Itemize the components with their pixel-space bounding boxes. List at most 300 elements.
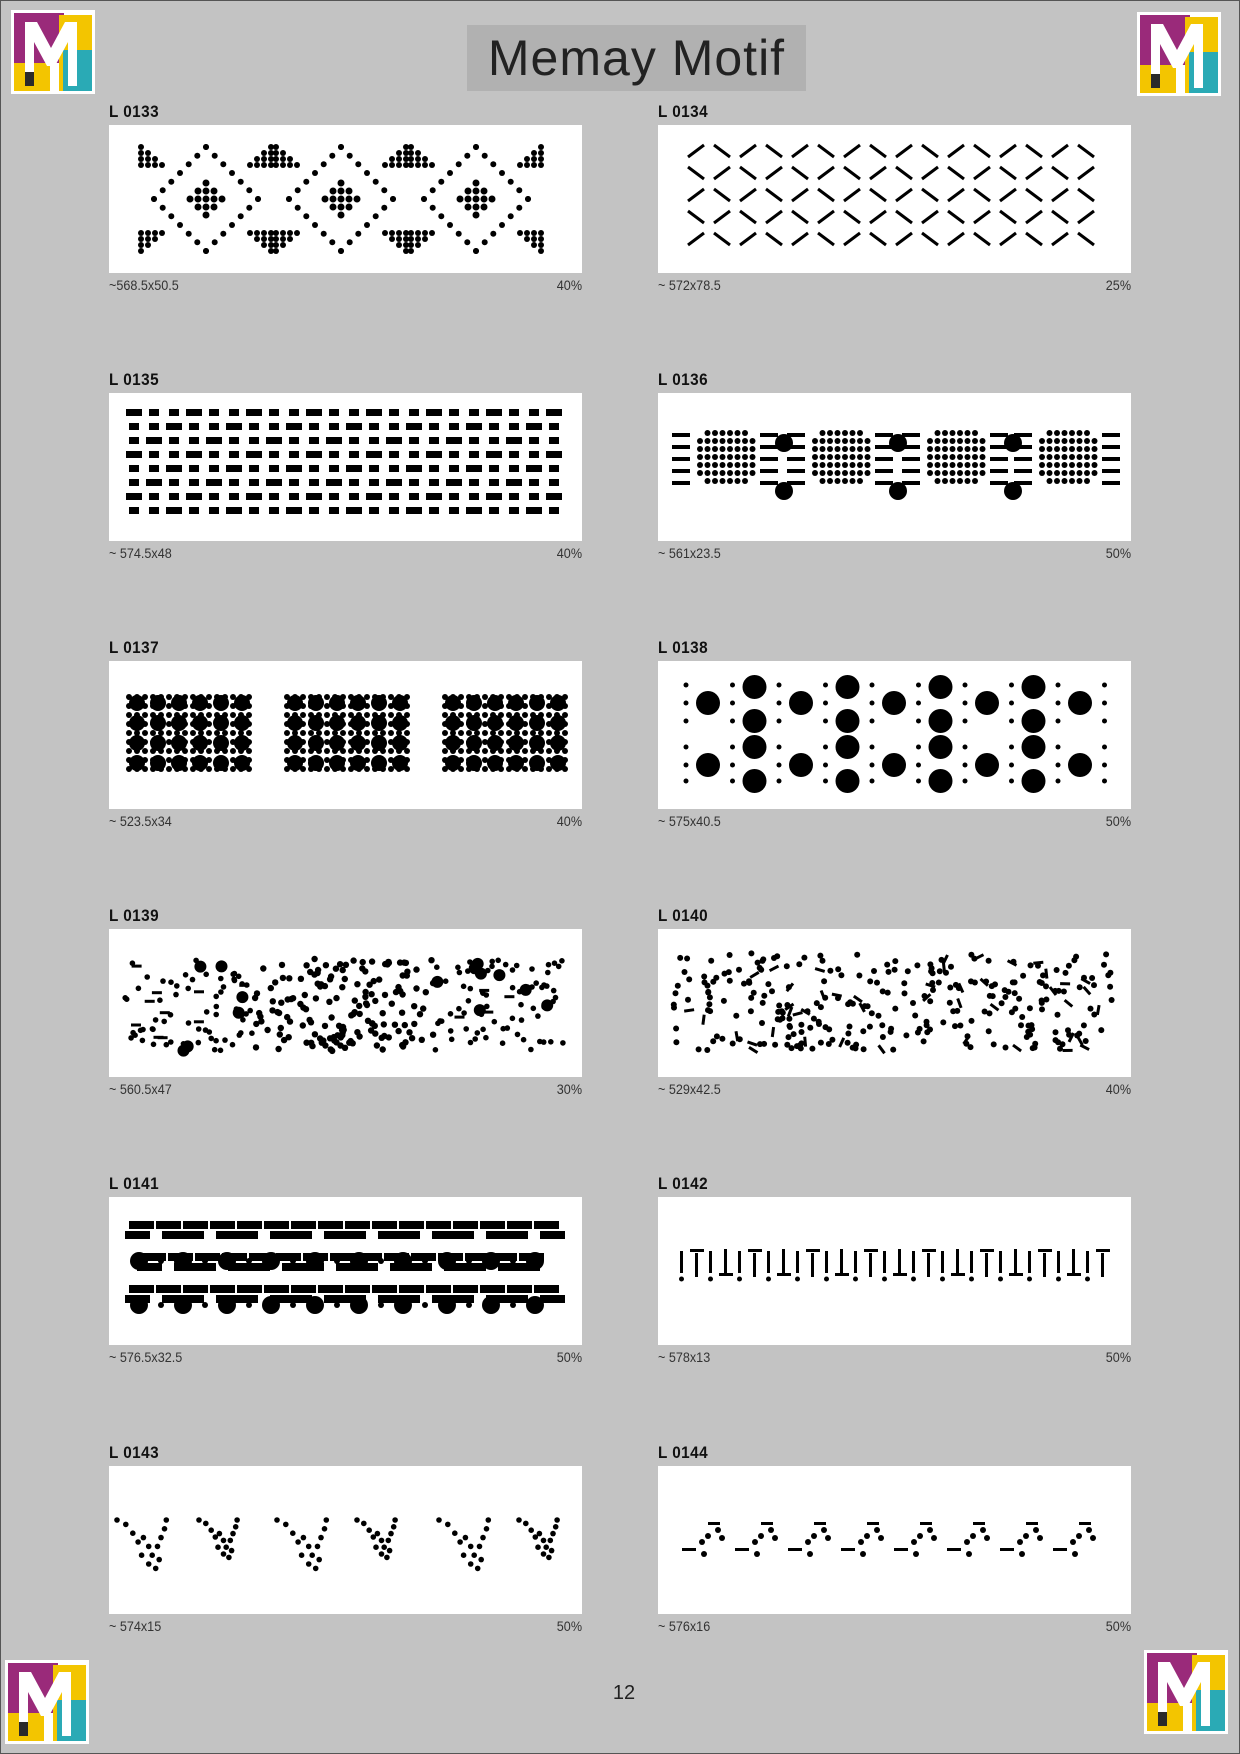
pattern-dot bbox=[957, 1023, 963, 1029]
pattern-dot bbox=[442, 712, 448, 718]
pattern-dot bbox=[1009, 701, 1014, 706]
pattern-dash bbox=[226, 465, 242, 472]
pattern-dot bbox=[153, 1566, 159, 1572]
pattern-dash bbox=[146, 479, 162, 486]
pattern-dot bbox=[277, 1031, 283, 1037]
pattern-dot bbox=[980, 446, 986, 452]
pattern-dot bbox=[975, 691, 999, 715]
pattern-dot bbox=[240, 1017, 246, 1023]
pattern-dot bbox=[699, 1539, 705, 1545]
pattern-dot bbox=[914, 962, 920, 968]
pattern-dot bbox=[1037, 1535, 1043, 1541]
pattern-dot bbox=[340, 730, 346, 736]
pattern-dash bbox=[489, 465, 499, 472]
pattern-dot bbox=[942, 438, 948, 444]
pattern-dash bbox=[194, 1020, 204, 1023]
pattern-dot bbox=[980, 1527, 986, 1533]
pattern-stroke bbox=[844, 211, 860, 223]
pattern-dot bbox=[150, 730, 156, 736]
pattern-dot bbox=[1027, 1277, 1032, 1282]
pattern-dot bbox=[816, 1021, 822, 1027]
pattern-dot bbox=[710, 1038, 716, 1044]
pattern-dot bbox=[229, 1548, 235, 1554]
pattern-dot bbox=[422, 1302, 428, 1308]
pattern-dash bbox=[169, 451, 179, 458]
pattern-dot bbox=[526, 1296, 544, 1314]
pattern-dot bbox=[1068, 691, 1092, 715]
pattern-dot bbox=[381, 1021, 387, 1027]
pattern-dot bbox=[712, 438, 718, 444]
pattern-dash bbox=[546, 409, 562, 416]
pattern-dot bbox=[705, 1533, 711, 1539]
pattern-dot bbox=[436, 1517, 442, 1523]
pattern-dot bbox=[478, 1557, 484, 1563]
pattern-dot bbox=[538, 156, 544, 162]
pattern-dot bbox=[820, 462, 826, 468]
pattern-dash bbox=[748, 1249, 762, 1252]
pattern-dot bbox=[1105, 972, 1111, 978]
pattern-dot bbox=[375, 1531, 381, 1537]
pattern-dot bbox=[1056, 1277, 1061, 1282]
pattern-dash bbox=[672, 445, 690, 449]
pattern-dot bbox=[942, 446, 948, 452]
pattern-dot bbox=[835, 478, 841, 484]
pattern-stroke bbox=[818, 233, 834, 245]
pattern-dot bbox=[1083, 1038, 1089, 1044]
pattern-dot bbox=[132, 1032, 138, 1038]
pattern-dot bbox=[499, 222, 505, 228]
pattern-dot bbox=[364, 748, 370, 754]
pattern-dash bbox=[429, 423, 439, 430]
pattern-dot bbox=[1056, 701, 1061, 706]
pattern-dot bbox=[1089, 975, 1095, 981]
pattern-dot bbox=[548, 1039, 554, 1045]
pattern-dot bbox=[1065, 1027, 1071, 1033]
motif-pattern-panel bbox=[658, 1197, 1131, 1345]
pattern-dot bbox=[280, 230, 286, 236]
motif-pattern-panel bbox=[109, 929, 582, 1077]
pattern-dot bbox=[415, 150, 421, 156]
pattern-dot bbox=[704, 1047, 710, 1053]
pattern-dash bbox=[1057, 1251, 1060, 1273]
pattern-dash bbox=[145, 1000, 155, 1003]
pattern-dot bbox=[430, 187, 436, 193]
pattern-dot bbox=[880, 1034, 886, 1040]
pattern-dot bbox=[273, 230, 279, 236]
pattern-dot bbox=[238, 179, 244, 185]
page-number: 12 bbox=[612, 1682, 636, 1704]
pattern-dot bbox=[261, 230, 267, 236]
pattern-dot bbox=[546, 730, 552, 736]
pattern-dot bbox=[522, 748, 528, 754]
pattern-dash bbox=[229, 409, 239, 416]
pattern-dot bbox=[889, 482, 907, 500]
pattern-dash bbox=[509, 409, 519, 416]
pattern-dash bbox=[166, 465, 182, 472]
pattern-dot bbox=[228, 1538, 234, 1544]
pattern-dot bbox=[392, 715, 408, 731]
pattern-dot bbox=[378, 1302, 384, 1308]
pattern-dot bbox=[712, 462, 718, 468]
pattern-dot bbox=[458, 748, 464, 754]
pattern-dot bbox=[774, 953, 780, 959]
pattern-dot bbox=[229, 222, 235, 228]
pattern-dot bbox=[308, 695, 324, 711]
pattern-stroke bbox=[1026, 233, 1042, 245]
pattern-dot bbox=[1009, 779, 1014, 784]
pattern-dot bbox=[392, 1517, 398, 1523]
pattern-dash bbox=[129, 507, 139, 514]
pattern-dot bbox=[261, 150, 267, 156]
pattern-dash bbox=[269, 493, 279, 500]
pattern-dot bbox=[153, 1017, 159, 1023]
pattern-dot bbox=[465, 204, 472, 211]
pattern-stroke bbox=[974, 233, 990, 245]
pattern-dot bbox=[1056, 779, 1061, 784]
pattern-dash bbox=[1009, 1273, 1023, 1276]
pattern-dot bbox=[126, 712, 132, 718]
pattern-dot bbox=[404, 972, 410, 978]
pattern-dot bbox=[461, 984, 467, 990]
pattern-dot bbox=[168, 979, 174, 985]
pattern-dot bbox=[295, 1539, 301, 1545]
pattern-dot bbox=[1004, 434, 1022, 452]
pattern-dot bbox=[957, 430, 963, 436]
pattern-dot bbox=[546, 1555, 552, 1561]
pattern-dot bbox=[480, 1027, 486, 1033]
pattern-dot bbox=[880, 988, 886, 994]
pattern-dot bbox=[775, 1016, 781, 1022]
pattern-dot bbox=[308, 730, 314, 736]
pattern-dot bbox=[531, 162, 537, 168]
pattern-dot bbox=[389, 230, 395, 236]
pattern-dot bbox=[135, 1539, 141, 1545]
pattern-dash bbox=[1043, 1253, 1046, 1277]
pattern-dash bbox=[875, 469, 893, 473]
pattern-dot bbox=[457, 196, 464, 203]
pattern-stroke bbox=[740, 167, 756, 179]
pattern-dot bbox=[835, 966, 841, 972]
pattern-dot bbox=[742, 446, 748, 452]
pattern-dot bbox=[1077, 984, 1083, 990]
pattern-dash bbox=[229, 451, 239, 458]
pattern-dot bbox=[965, 462, 971, 468]
pattern-dash bbox=[306, 451, 322, 458]
pattern-dot bbox=[261, 162, 267, 168]
pattern-dash bbox=[864, 1249, 878, 1252]
pattern-dash bbox=[269, 409, 279, 416]
pattern-dot bbox=[422, 156, 428, 162]
pattern-dot bbox=[324, 1517, 330, 1523]
pattern-dot bbox=[719, 1036, 725, 1042]
pattern-dot bbox=[315, 967, 321, 973]
pattern-dot bbox=[482, 153, 488, 159]
pattern-dot bbox=[784, 963, 790, 969]
pattern-dot bbox=[323, 962, 329, 968]
pattern-dash bbox=[372, 1221, 397, 1229]
pattern-stroke bbox=[750, 972, 759, 977]
pattern-dash bbox=[549, 465, 559, 472]
pattern-dash bbox=[529, 437, 539, 444]
pattern-dot bbox=[720, 454, 726, 460]
pattern-dash bbox=[249, 479, 259, 486]
pattern-dot bbox=[836, 709, 860, 733]
pattern-dash bbox=[534, 1285, 559, 1293]
pattern-dot bbox=[230, 971, 236, 977]
pattern-dash bbox=[941, 1251, 944, 1273]
pattern-dash bbox=[286, 507, 302, 514]
pattern-dash bbox=[291, 1221, 316, 1229]
brand-logo-top-left bbox=[11, 10, 95, 94]
pattern-dot bbox=[936, 980, 942, 986]
pattern-dot bbox=[428, 957, 434, 963]
pattern-dot bbox=[1069, 478, 1075, 484]
pattern-dot bbox=[406, 1029, 412, 1035]
pattern-dot bbox=[842, 470, 848, 476]
pattern-dash bbox=[466, 465, 482, 472]
pattern-dot bbox=[136, 986, 142, 992]
pattern-dash bbox=[760, 469, 778, 473]
pattern-dot bbox=[801, 955, 807, 961]
pattern-dash bbox=[534, 1221, 559, 1229]
pattern-dot bbox=[338, 188, 345, 195]
pattern-stroke bbox=[870, 211, 886, 223]
pattern-dot bbox=[805, 1539, 811, 1545]
pattern-dot bbox=[354, 1517, 360, 1523]
pattern-dot bbox=[150, 755, 166, 771]
pattern-dot bbox=[330, 188, 337, 195]
pattern-dot bbox=[823, 1024, 829, 1030]
pattern-dot bbox=[246, 187, 252, 193]
pattern-dash bbox=[309, 465, 319, 472]
pattern-dot bbox=[772, 1535, 778, 1541]
pattern-dash bbox=[486, 493, 502, 500]
pattern-dot bbox=[541, 999, 553, 1011]
pattern-dot bbox=[708, 1277, 713, 1282]
pattern-dot bbox=[526, 1252, 544, 1270]
pattern-stroke bbox=[740, 145, 756, 157]
motif-pattern-panel bbox=[658, 125, 1131, 273]
pattern-dot bbox=[916, 719, 921, 724]
pattern-dot bbox=[730, 1041, 736, 1047]
pattern-dash bbox=[927, 1253, 930, 1277]
pattern-dot bbox=[531, 150, 537, 156]
pattern-dot bbox=[775, 434, 793, 452]
pattern-dot bbox=[965, 438, 971, 444]
pattern-dash bbox=[309, 479, 319, 486]
pattern-dot bbox=[1062, 430, 1068, 436]
pattern-dash bbox=[169, 437, 179, 444]
pattern-dash bbox=[506, 437, 522, 444]
pattern-dot bbox=[192, 695, 208, 711]
pattern-dash bbox=[455, 1016, 465, 1019]
pattern-dot bbox=[850, 438, 856, 444]
pattern-dash bbox=[149, 465, 159, 472]
pattern-dot bbox=[368, 991, 374, 997]
pattern-dot bbox=[333, 995, 339, 1001]
pattern-dot bbox=[388, 712, 394, 718]
pattern-dot bbox=[308, 755, 324, 771]
pattern-dash bbox=[466, 423, 482, 430]
pattern-dot bbox=[194, 153, 200, 159]
motif-size: ~ 529x42.5 bbox=[658, 1081, 721, 1097]
pattern-dot bbox=[980, 462, 986, 468]
pattern-dot bbox=[1029, 1022, 1035, 1028]
pattern-dot bbox=[727, 978, 733, 984]
pattern-dash bbox=[129, 465, 139, 472]
pattern-dot bbox=[214, 730, 220, 736]
pattern-stroke bbox=[974, 211, 990, 223]
pattern-dot bbox=[1004, 482, 1022, 500]
pattern-dot bbox=[748, 950, 754, 956]
pattern-dot bbox=[517, 230, 523, 236]
pattern-dot bbox=[300, 730, 306, 736]
pattern-stroke bbox=[870, 167, 886, 179]
pattern-dot bbox=[219, 196, 226, 203]
pattern-dot bbox=[1054, 462, 1060, 468]
pattern-dot bbox=[987, 993, 993, 999]
pattern-dash bbox=[289, 409, 299, 416]
pattern-dot bbox=[737, 1277, 742, 1282]
pattern-dot bbox=[510, 1258, 516, 1264]
pattern-dot bbox=[185, 986, 191, 992]
pattern-stroke bbox=[879, 1045, 885, 1053]
motif-pattern-panel bbox=[658, 393, 1131, 541]
pattern-dot bbox=[697, 438, 703, 444]
pattern-dash bbox=[226, 507, 242, 514]
pattern-dash bbox=[149, 423, 159, 430]
pattern-dot bbox=[203, 144, 209, 150]
motif-size: ~ 560.5x47 bbox=[109, 1081, 172, 1097]
pattern-dot bbox=[1102, 763, 1107, 768]
pattern-dot bbox=[183, 972, 189, 978]
pattern-stroke bbox=[688, 189, 704, 201]
pattern-dot bbox=[550, 1531, 556, 1537]
pattern-dot bbox=[777, 779, 782, 784]
pattern-dot bbox=[1023, 1533, 1029, 1539]
pattern-dot bbox=[456, 231, 462, 237]
pattern-dash bbox=[186, 409, 202, 416]
pattern-dot bbox=[262, 1296, 280, 1314]
pattern-dot bbox=[445, 695, 461, 711]
pattern-stroke bbox=[896, 233, 912, 245]
pattern-dash bbox=[898, 1249, 901, 1273]
pattern-dot bbox=[927, 446, 933, 452]
pattern-dot bbox=[1039, 1000, 1045, 1006]
pattern-dot bbox=[795, 1277, 800, 1282]
pattern-dot bbox=[487, 755, 503, 771]
pattern-dot bbox=[420, 1005, 426, 1011]
pattern-dot bbox=[208, 1036, 214, 1042]
pattern-dot bbox=[280, 150, 286, 156]
pattern-dot bbox=[972, 446, 978, 452]
pattern-graphic bbox=[109, 1197, 582, 1345]
motif-percent: 40% bbox=[556, 277, 582, 293]
pattern-dash bbox=[189, 423, 199, 430]
pattern-dot bbox=[538, 162, 544, 168]
pattern-dot bbox=[378, 1258, 384, 1264]
pattern-dot bbox=[530, 730, 536, 736]
pattern-dot bbox=[551, 988, 557, 994]
pattern-dot bbox=[890, 1047, 896, 1053]
pattern-dash bbox=[902, 433, 920, 437]
pattern-dot bbox=[516, 205, 522, 211]
pattern-dot bbox=[730, 701, 735, 706]
pattern-dot bbox=[858, 1539, 864, 1545]
pattern-stroke bbox=[770, 966, 779, 971]
pattern-dot bbox=[916, 779, 921, 784]
pattern-dash bbox=[902, 469, 920, 473]
pattern-dot bbox=[346, 188, 353, 195]
pattern-dot bbox=[160, 187, 166, 193]
pattern-dot bbox=[525, 196, 531, 202]
pattern-dot bbox=[538, 230, 544, 236]
pattern-dot bbox=[329, 153, 335, 159]
pattern-dot bbox=[130, 1252, 148, 1270]
pattern-dot bbox=[980, 454, 986, 460]
pattern-stroke bbox=[688, 167, 704, 179]
pattern-dot bbox=[352, 1009, 358, 1015]
pattern-dash bbox=[269, 451, 279, 458]
pattern-dot bbox=[870, 763, 875, 768]
pattern-dot bbox=[514, 963, 520, 969]
pattern-stroke bbox=[1065, 1000, 1073, 1006]
pattern-dot bbox=[982, 1009, 988, 1015]
pattern-dot bbox=[927, 462, 933, 468]
pattern-dot bbox=[942, 478, 948, 484]
pattern-dot bbox=[712, 478, 718, 484]
pattern-dot bbox=[303, 179, 309, 185]
pattern-stroke bbox=[844, 167, 860, 179]
pattern-dot bbox=[835, 462, 841, 468]
pattern-dot bbox=[443, 978, 449, 984]
pattern-dot bbox=[489, 959, 495, 965]
pattern-dot bbox=[473, 188, 480, 195]
pattern-dash bbox=[680, 1251, 683, 1273]
pattern-dot bbox=[217, 1531, 223, 1537]
pattern-dot bbox=[521, 1037, 527, 1043]
pattern-dot bbox=[290, 1258, 296, 1264]
pattern-dot bbox=[382, 992, 388, 998]
pattern-dot bbox=[927, 454, 933, 460]
pattern-dot bbox=[869, 1010, 875, 1016]
pattern-dash bbox=[389, 423, 399, 430]
pattern-dot bbox=[935, 462, 941, 468]
pattern-dot bbox=[129, 735, 145, 751]
pattern-dot bbox=[213, 715, 229, 731]
pattern-dot bbox=[385, 959, 391, 965]
pattern-dot bbox=[484, 992, 490, 998]
pattern-dot bbox=[972, 462, 978, 468]
pattern-dot bbox=[498, 730, 504, 736]
pattern-dot bbox=[529, 735, 545, 751]
pattern-dot bbox=[278, 1025, 284, 1031]
pattern-dot bbox=[182, 1040, 194, 1052]
pattern-dot bbox=[295, 187, 301, 193]
pattern-dash bbox=[486, 451, 502, 458]
pattern-dash bbox=[169, 409, 179, 416]
pattern-stroke bbox=[749, 1047, 758, 1052]
pattern-dot bbox=[850, 478, 856, 484]
pattern-dot bbox=[312, 1031, 318, 1037]
pattern-stroke bbox=[714, 211, 730, 223]
pattern-dash bbox=[449, 465, 459, 472]
pattern-dot bbox=[857, 470, 863, 476]
pattern-dash bbox=[389, 465, 399, 472]
pattern-dot bbox=[942, 454, 948, 460]
pattern-dot bbox=[465, 188, 472, 195]
pattern-dot bbox=[823, 779, 828, 784]
